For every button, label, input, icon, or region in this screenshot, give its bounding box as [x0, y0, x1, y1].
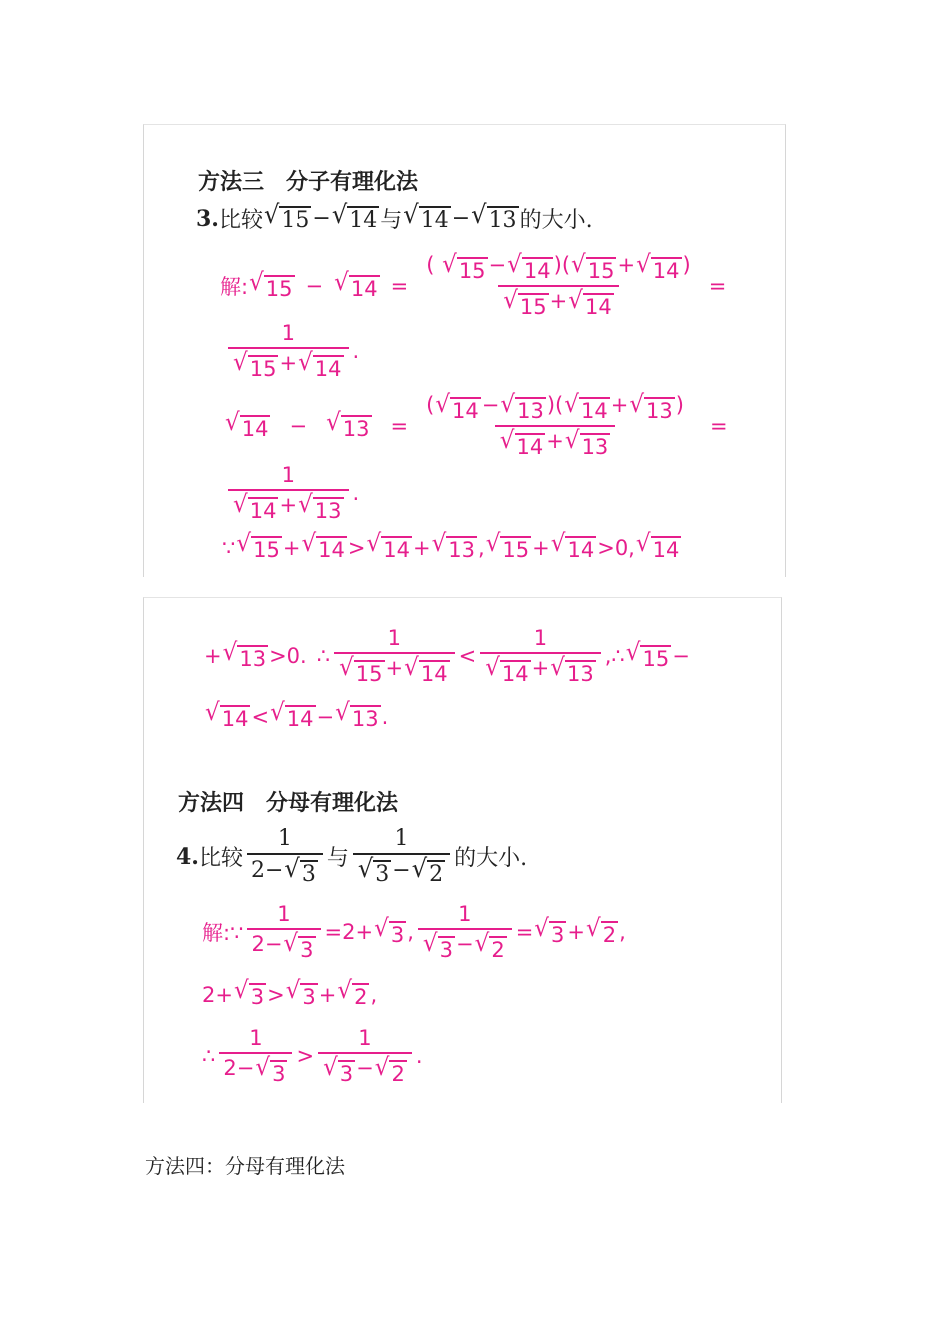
- fraction: 1 √ 15 + √ 14: [334, 626, 455, 686]
- solution-line-4: 1 √ 14 + √ 13 .: [224, 463, 359, 523]
- method-four-panel: [143, 597, 782, 1103]
- sqrt-14: √ 14: [403, 200, 449, 234]
- method-three-panel: [143, 124, 786, 577]
- sqrt-14: √ 14: [331, 200, 378, 234]
- solution-line-1: 解: √ 15 − √ 14 = ( √ 15 − √ 14 )( √ 15 + √ 14 ) √ 15 + √ 14 =: [220, 251, 727, 320]
- question-3: 3. 比较 √ 15 − √ 14 与 √ 14 − √ 13 的大小.: [196, 200, 593, 234]
- method-three-heading: 方法三 分子有理化法: [198, 170, 419, 195]
- fraction: 1 √ 3 − √ 2: [318, 1026, 412, 1086]
- fraction: 1 √ 14 + √ 13: [228, 463, 349, 523]
- footer-caption: 方法四：分母有理化法: [145, 1154, 345, 1178]
- sqrt-13: √ 13: [471, 200, 517, 234]
- solution-4-line-3: ∴ 1 2− √ 3 > 1 √ 3 − √ 2 .: [202, 1026, 423, 1086]
- fraction: 1 2− √ 3: [247, 902, 320, 962]
- fraction: 1 2− √ 3: [247, 826, 323, 887]
- fraction: 1 √ 3 − √ 2: [353, 826, 450, 887]
- solution-line-3: √ 14 − √ 13 = ( √ 14 − √ 13 )( √ 14 + √ 13 ) √ 14 + √ 13 =: [225, 391, 728, 460]
- question-4: 4. 比较 1 2− √ 3 与 1 √ 3 − √ 2 的大小.: [176, 826, 528, 887]
- solution-continued-line-1: + √ 13 >0. ∴ 1 √ 15 + √ 14 < 1 √ 14 + √ 13 ,∴ √ 15 −: [204, 626, 690, 686]
- solution-line-2: 1 √ 15 + √ 14 .: [224, 321, 359, 381]
- fraction: ( √ 14 − √ 13 )( √ 14 + √ 13 ) √ 14 + √ 13: [426, 391, 684, 460]
- method-four-heading: 方法四 分母有理化法: [178, 791, 399, 816]
- solution-4-line-2: 2 + √ 3 > √ 3 + √ 2 ,: [202, 977, 378, 1009]
- fraction: 1 √ 3 − √ 2: [418, 902, 512, 962]
- fraction: 1 √ 15 + √ 14: [228, 321, 349, 381]
- solution-continued-line-2: √ 14 < √ 14 − √ 13 .: [205, 699, 389, 731]
- fraction: ( √ 15 − √ 14 )( √ 15 + √ 14 ) √ 15 + √ 14: [426, 251, 691, 320]
- sqrt-15: √ 15: [263, 200, 310, 234]
- solution-line-5: ∵ √ 15 + √ 14 > √ 14 + √ 13 , √ 15 + √ 14 >0, √ 14: [222, 530, 680, 562]
- solution-4-line-1: 解:∵ 1 2− √ 3 = 2 + √ 3 , 1 √ 3 − √ 2 = √ 3 + √ 2 ,: [202, 902, 626, 962]
- fraction: 1 2− √ 3: [219, 1026, 292, 1086]
- fraction: 1 √ 14 + √ 13: [480, 626, 601, 686]
